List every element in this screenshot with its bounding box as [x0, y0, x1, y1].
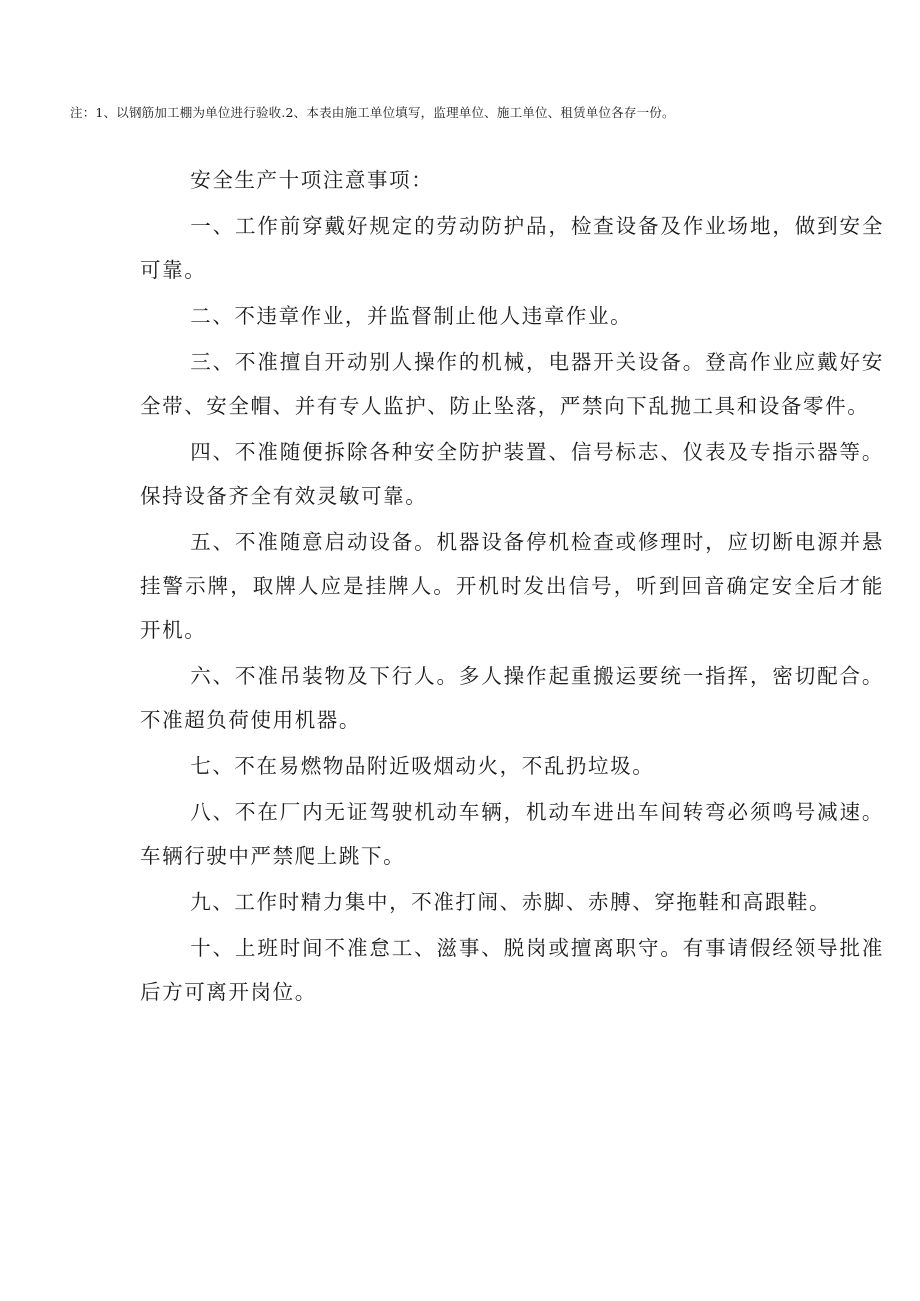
section-title: 安全生产十项注意事项：	[190, 168, 434, 192]
rule-item-3: 三、不准擅自开动别人操作的机械，电器开关设备。登高作业应戴好安全带、安全帽、并有专人监护、防止坠落，严禁向下乱抛工具和设备零件。	[140, 350, 884, 418]
rule-item-8: 八、不在厂内无证驾驶机动车辆，机动车进出车间转弯必须鸣号减速。车辆行驶中严禁爬上跳下。	[140, 800, 884, 868]
rule-item-10: 十、上班时间不准怠工、滋事、脱岗或擅离职守。有事请假经领导批准后方可离开岗位。	[140, 936, 884, 1004]
table-note: 注：1、以钢筋加工棚为单位进行验收.2、本表由施工单位填写，监理单位、施工单位、租赁单位各存一份。	[70, 105, 675, 120]
rule-item-6: 六、不准吊装物及下行人。多人操作起重搬运要统一指挥，密切配合。不准超负荷使用机器。	[140, 664, 884, 732]
rule-item-4: 四、不准随便拆除各种安全防护装置、信号标志、仪表及专指示器等。保持设备齐全有效灵敏可靠。	[140, 440, 884, 508]
rule-item-1: 一、工作前穿戴好规定的劳动防护品，检查设备及作业场地，做到安全可靠。	[140, 214, 884, 282]
rule-item-2: 二、不违章作业，并监督制止他人违章作业。	[190, 304, 633, 328]
safety-rules-section	[140, 158, 884, 1016]
rule-item-5: 五、不准随意启动设备。机器设备停机检查或修理时，应切断电源并悬挂警示牌，取牌人应是挂牌人。开机时发出信号，听到回音确定安全后才能开机。	[140, 530, 884, 642]
rule-item-7: 七、不在易燃物品附近吸烟动火，不乱扔垃圾。	[190, 754, 655, 778]
rule-item-9: 九、工作时精力集中，不准打闹、赤脚、赤膊、穿拖鞋和高跟鞋。	[190, 890, 832, 914]
